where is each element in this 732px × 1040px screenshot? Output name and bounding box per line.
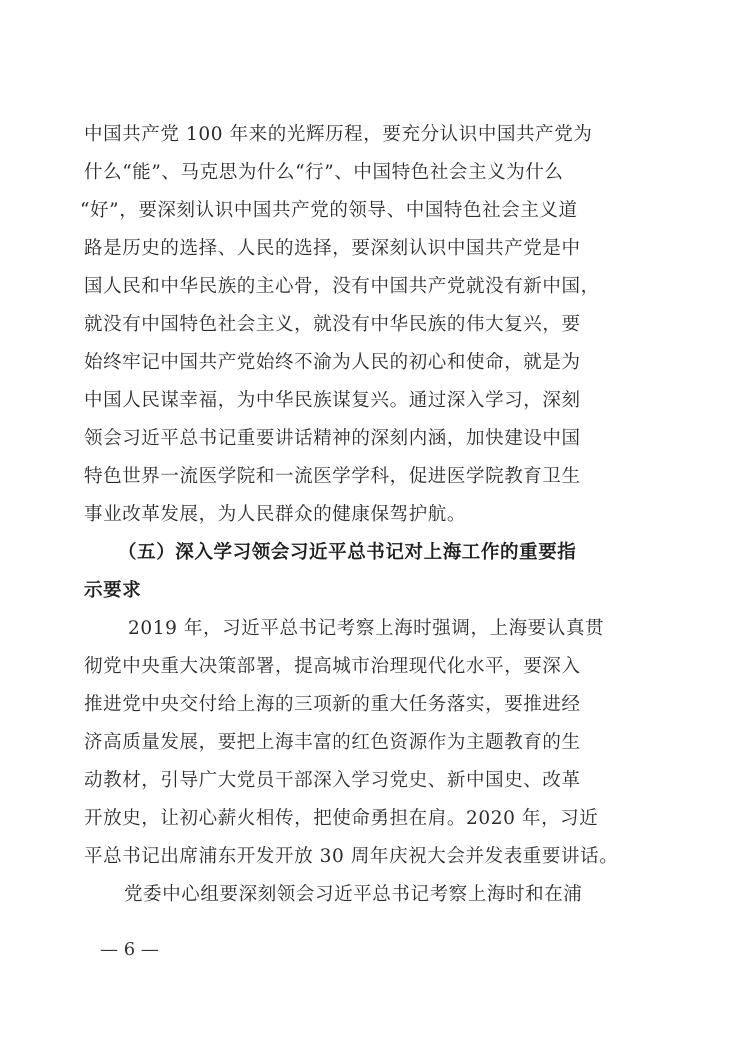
page-number: — 6 — [100, 939, 159, 960]
body-text-line: 济高质量发展，要把上海丰富的红色资源作为主题教育的生 [84, 732, 581, 753]
body-text-line: 党委中心组要深刻领会习近平总书记考察上海时和在浦 [124, 884, 583, 905]
body-text-line: 就没有中国特色社会主义，就没有中华民族的伟大复兴，要 [84, 314, 581, 335]
body-text-line: 中国共产党 100 年来的光辉历程，要充分认识中国共产党为 [84, 124, 593, 145]
body-text-line: 开放史，让初心薪火相传，把使命勇担在肩。2020 年，习近 [84, 808, 599, 829]
body-text-line: 推进党中央交付给上海的三项新的重大任务落实，要推进经 [84, 694, 581, 715]
body-text-line: 什么“能”、马克思为什么“行”、中国特色社会主义为什么 [84, 162, 564, 183]
body-text-line: 平总书记出席浦东开发开放 30 周年庆祝大会并发表重要讲话。 [84, 846, 619, 867]
body-text-line: 2019 年，习近平总书记考察上海时强调，上海要认真贯 [128, 618, 605, 639]
body-text-line: “好”，要深刻认识中国共产党的领导、中国特色社会主义道 [80, 200, 578, 221]
body-text-line: 路是历史的选择、人民的选择，要深刻认识中国共产党是中 [84, 238, 581, 259]
section-heading-line: 示要求 [84, 580, 142, 601]
body-text-line: 国人民和中华民族的主心骨，没有中国共产党就没有新中国， [84, 276, 600, 297]
body-text-line: 动教材，引导广大党员干部深入学习党史、新中国史、改革 [84, 770, 581, 791]
body-text-line: 彻党中央重大决策部署，提高城市治理现代化水平，要深入 [84, 656, 581, 677]
body-text-line: 事业改革发展，为人民群众的健康保驾护航。 [84, 504, 467, 525]
body-text-line: 领会习近平总书记重要讲话精神的深刻内涵，加快建设中国 [84, 428, 581, 449]
body-text-line: 特色世界一流医学院和一流医学学科，促进医学院教育卫生 [84, 466, 581, 487]
body-text-line: 中国人民谋幸福，为中华民族谋复兴。通过深入学习，深刻 [84, 390, 581, 411]
body-text-line: 始终牢记中国共产党始终不渝为人民的初心和使命，就是为 [84, 352, 581, 373]
section-heading-line: （五）深入学习领会习近平总书记对上海工作的重要指 [118, 542, 577, 563]
